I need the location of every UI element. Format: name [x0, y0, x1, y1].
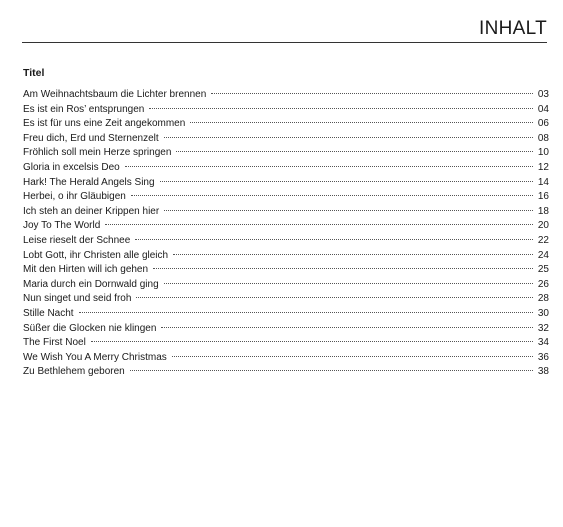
- toc-entry-title: Hark! The Herald Angels Sing: [23, 176, 155, 188]
- toc-entry-title: Zu Bethlehem geboren: [23, 366, 125, 378]
- toc-entry-page: 22: [537, 234, 549, 246]
- dot-leader: [131, 195, 533, 196]
- toc-entry-title: Lobt Gott, ihr Christen alle gleich: [23, 249, 169, 261]
- toc-entry-title: Freu dich, Erd und Sternenzelt: [23, 132, 159, 144]
- toc-entry[interactable]: [23, 365, 549, 380]
- dot-leader: [136, 297, 532, 298]
- toc-entry-page: 34: [537, 337, 549, 349]
- dot-leader: [125, 166, 533, 167]
- dot-leader: [164, 137, 533, 138]
- dot-leader: [164, 210, 533, 211]
- toc-entry[interactable]: [23, 322, 549, 337]
- toc-entry[interactable]: [23, 176, 549, 191]
- dot-leader: [79, 312, 533, 313]
- toc-entry-page: 36: [537, 351, 549, 363]
- toc-entry-page: 06: [537, 118, 549, 130]
- toc-entry[interactable]: [23, 234, 549, 249]
- toc-entry-title: Joy To The World: [23, 220, 101, 232]
- toc-entry[interactable]: [23, 205, 549, 220]
- toc-entry[interactable]: [23, 351, 549, 366]
- dot-leader: [91, 341, 533, 342]
- toc-entry-page: 24: [537, 249, 549, 261]
- dot-leader: [153, 268, 533, 269]
- toc-entry-page: 10: [537, 147, 549, 159]
- toc-entry[interactable]: [23, 307, 549, 322]
- toc-entry-page: 04: [537, 103, 549, 115]
- toc-entry-title: Nun singet und seid froh: [23, 293, 132, 305]
- toc-entry[interactable]: [23, 88, 549, 103]
- toc-entry-title: Am Weihnachtsbaum die Lichter brennen: [23, 89, 207, 100]
- toc-entry-title: Leise rieselt der Schnee: [23, 234, 131, 246]
- toc-entry[interactable]: [23, 161, 549, 176]
- toc-entry-title: Es ist ein Ros’ entsprungen: [23, 103, 145, 115]
- toc-entry-page: 12: [537, 161, 549, 173]
- toc-heading: Titel: [23, 67, 45, 79]
- dot-leader: [176, 151, 532, 152]
- toc-entry[interactable]: [23, 146, 549, 161]
- dot-leader: [161, 327, 532, 328]
- title-divider: [22, 42, 547, 43]
- toc-entry-title: Mit den Hirten will ich gehen: [23, 264, 149, 276]
- toc-entry[interactable]: [23, 263, 549, 278]
- dot-leader: [173, 254, 533, 255]
- toc-entry-page: 32: [537, 322, 549, 334]
- toc-entry-page: 20: [537, 220, 549, 232]
- page-title: INHALT: [479, 18, 547, 39]
- dot-leader: [172, 356, 533, 357]
- toc-entry-page: 30: [537, 307, 549, 319]
- toc-entry-title: Es ist für uns eine Zeit angekommen: [23, 118, 186, 130]
- toc-entry-page: 38: [537, 366, 549, 378]
- toc-entry-page: 03: [537, 89, 549, 100]
- dot-leader: [211, 93, 533, 94]
- toc-entry-title: The First Noel: [23, 337, 86, 349]
- toc-entry[interactable]: [23, 292, 549, 307]
- toc-entry-title: Herbei, o ihr Gläubigen: [23, 191, 126, 203]
- toc-entry[interactable]: [23, 190, 549, 205]
- dot-leader: [164, 283, 533, 284]
- toc-entry[interactable]: [23, 103, 549, 118]
- toc-entry[interactable]: [23, 336, 549, 351]
- toc-entry-title: Süßer die Glocken nie klingen: [23, 322, 157, 334]
- dot-leader: [149, 108, 533, 109]
- toc-entry-title: Fröhlich soll mein Herze springen: [23, 147, 172, 159]
- dot-leader: [130, 370, 533, 371]
- toc-entry-page: 16: [537, 191, 549, 203]
- toc-entry-page: 08: [537, 132, 549, 144]
- toc-entry[interactable]: [23, 219, 549, 234]
- toc-entry-title: Gloria in excelsis Deo: [23, 161, 120, 173]
- toc-entry[interactable]: [23, 132, 549, 147]
- toc-entry-title: Stille Nacht: [23, 307, 74, 319]
- toc-entry[interactable]: [23, 249, 549, 264]
- toc-entry-page: 26: [537, 278, 549, 290]
- toc-entry-page: 28: [537, 293, 549, 305]
- toc-list: [23, 88, 549, 380]
- toc-entry-page: 14: [537, 176, 549, 188]
- toc-entry-title: Ich steh an deiner Krippen hier: [23, 205, 160, 217]
- dot-leader: [135, 239, 533, 240]
- toc-entry-title: We Wish You A Merry Christmas: [23, 351, 167, 363]
- dot-leader: [160, 181, 533, 182]
- toc-entry-page: 25: [537, 264, 549, 276]
- dot-leader: [190, 122, 533, 123]
- dot-leader: [105, 224, 533, 225]
- toc-entry-page: 18: [537, 205, 549, 217]
- toc-entry[interactable]: [23, 117, 549, 132]
- toc-entry-title: Maria durch ein Dornwald ging: [23, 278, 159, 290]
- toc-entry[interactable]: [23, 278, 549, 293]
